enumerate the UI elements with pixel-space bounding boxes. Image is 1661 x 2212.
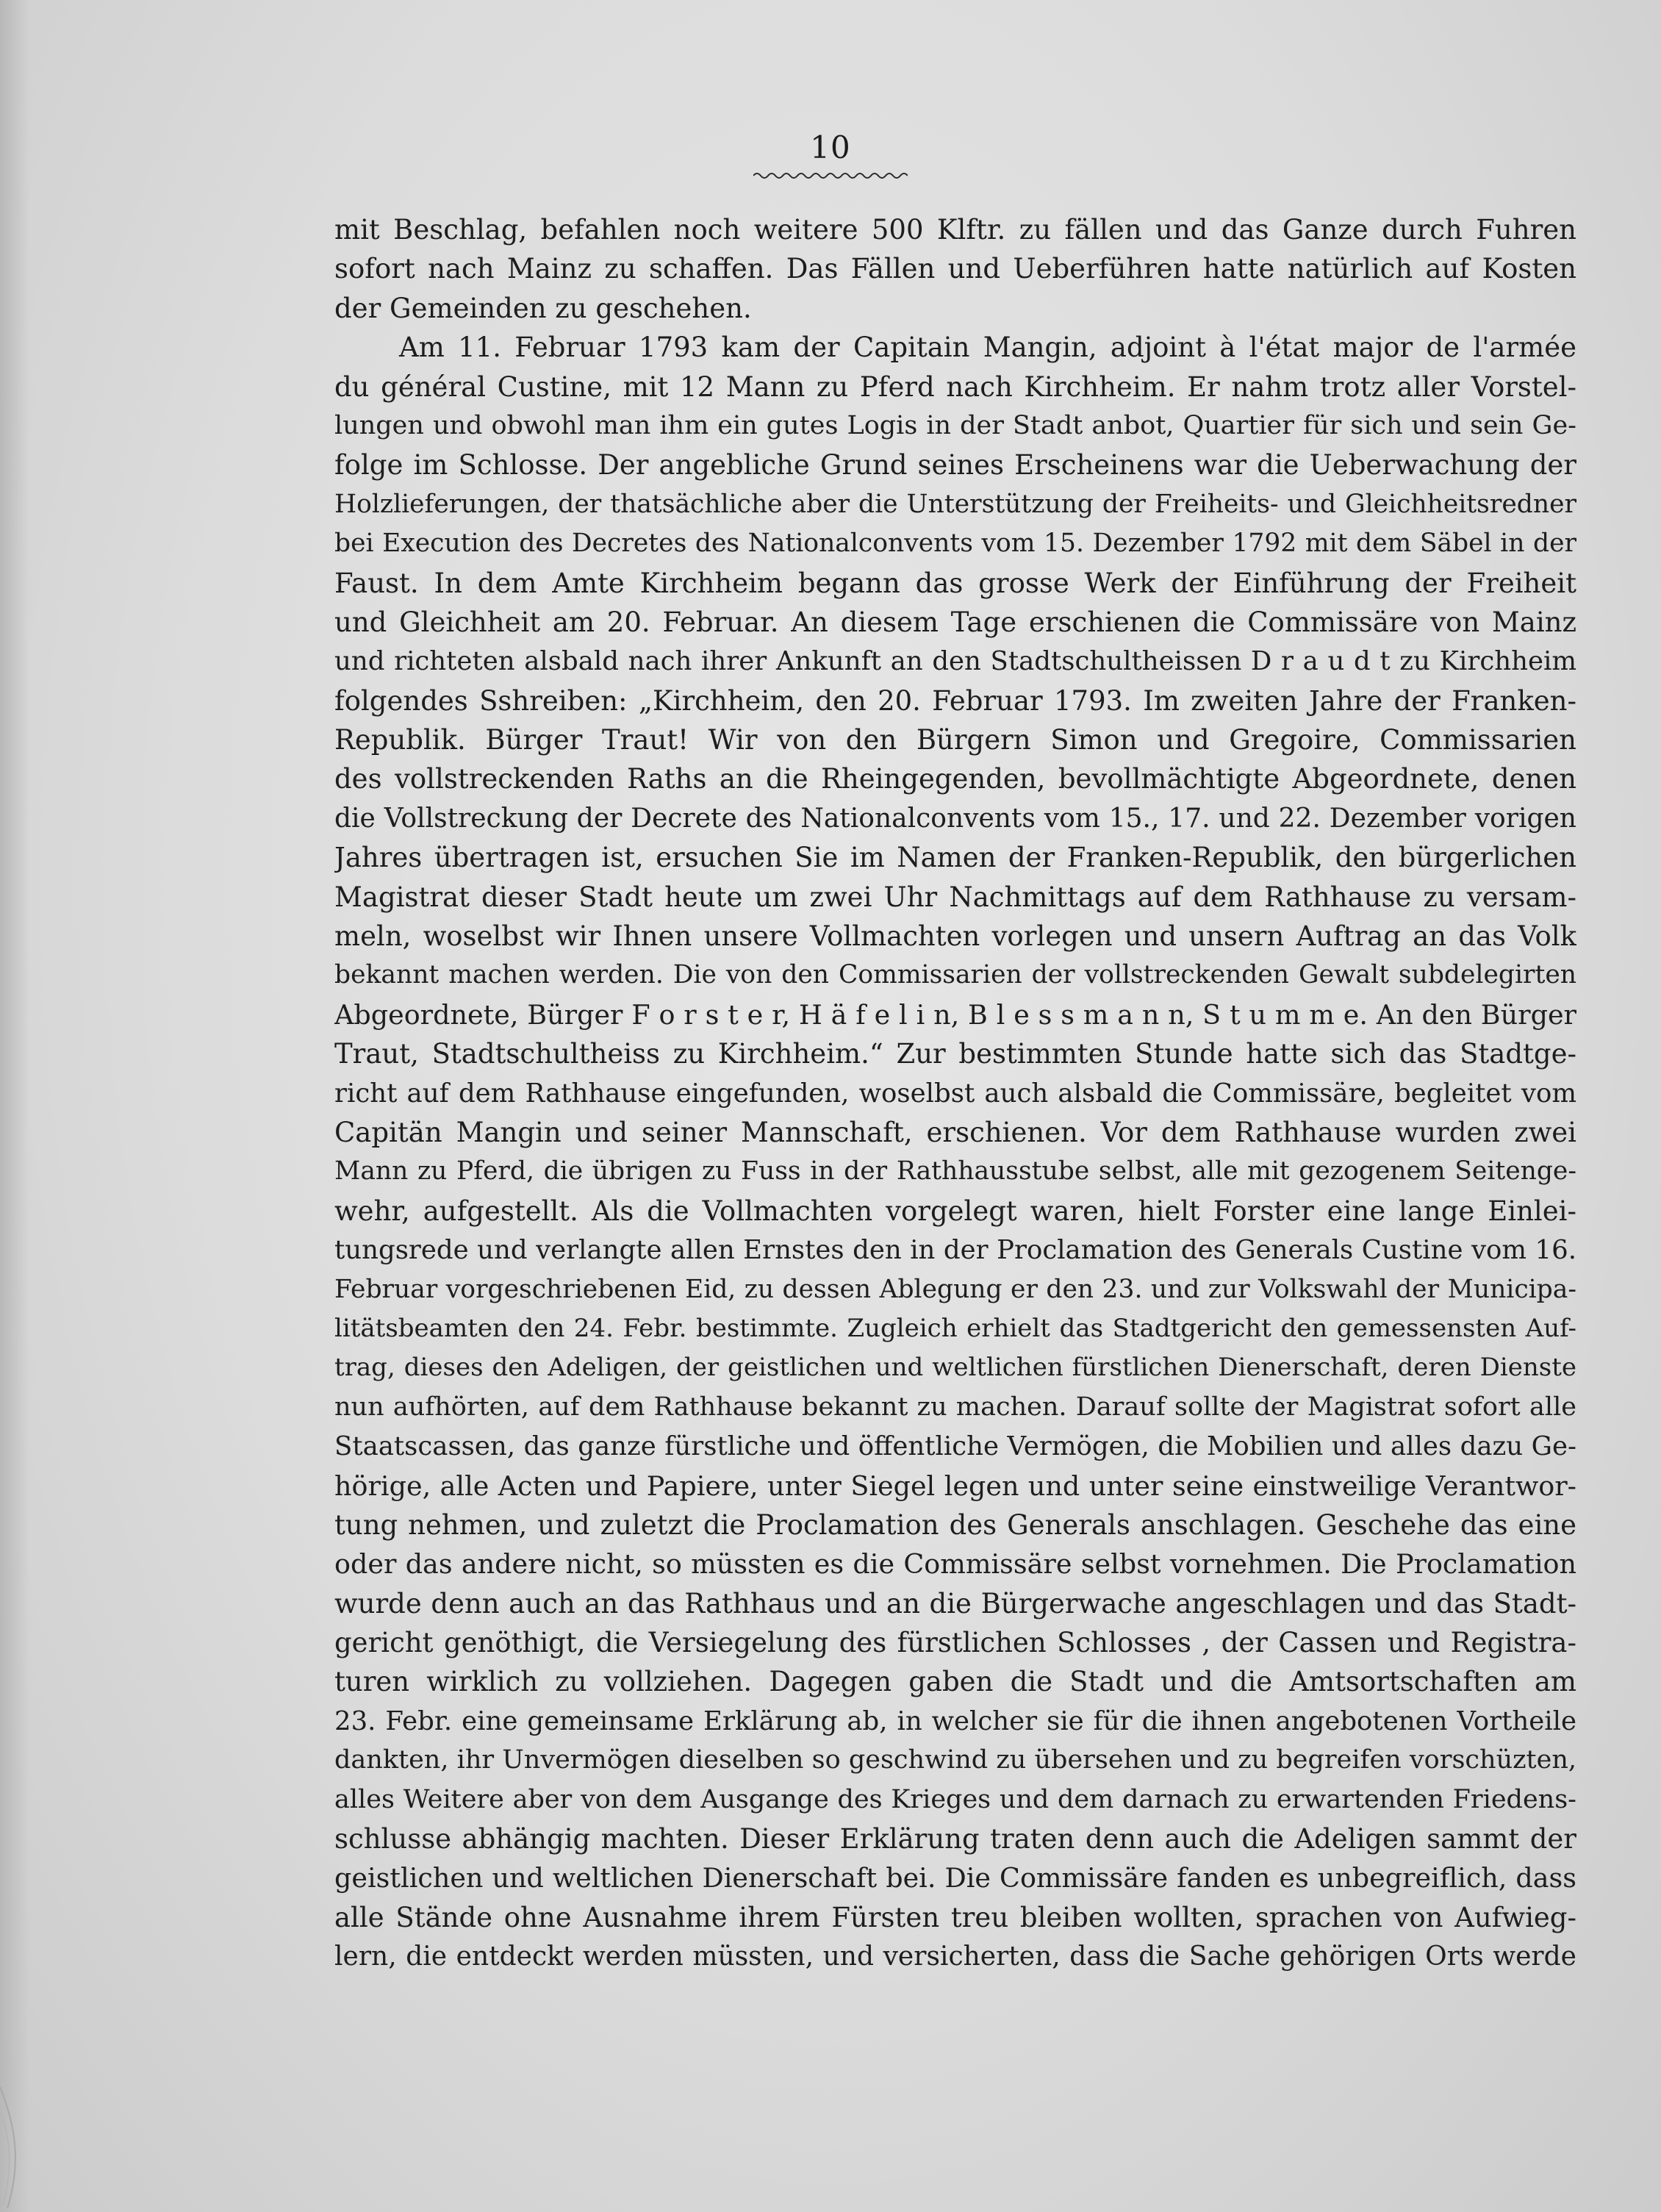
text-line: Traut, Stadtschultheiss zu Kirchheim.“ Zur bestimmten Stunde hatte sich das Stadtge- bbox=[334, 1038, 1576, 1070]
text-line: folge im Schlosse. Der angebliche Grund seines Erscheinens war die Ueberwachung der bbox=[334, 449, 1576, 482]
text-line: Staatscassen, das ganze fürstliche und öffentliche Vermögen, die Mobilien und alles dazu Ge- bbox=[334, 1431, 1576, 1462]
text-line: sofort nach Mainz zu schaffen. Das Fällen und Ueberführen hatte natürlich auf Kosten bbox=[334, 253, 1576, 285]
body-text bbox=[334, 210, 1576, 1977]
text-line: mit Beschlag, befahlen noch weitere 500 Klftr. zu fällen und das Ganze durch Fuhren bbox=[334, 214, 1576, 246]
text-line: 23. Febr. eine gemeinsame Erklärung ab, in welcher sie für die ihnen angebotenen Vortheile bbox=[334, 1705, 1576, 1736]
text-line: Mann zu Pferd, die übrigen zu Fuss in der Rathhausstube selbst, alle mit gezogenem Seitenge- bbox=[334, 1156, 1576, 1186]
text-line: geistlichen und weltlichen Dienerschaft bei. Die Commissäre fanden es unbegreiflich, dass bbox=[334, 1862, 1576, 1894]
text-line: litätsbeamten den 24. Febr. bestimmte. Zugleich erhielt das Stadtgericht den gemessensten Auf- bbox=[334, 1313, 1576, 1343]
binding-shadow bbox=[0, 0, 29, 2212]
text-line: lungen und obwohl man ihm ein gutes Logis in der Stadt anbot, Quartier für sich und sein Ge- bbox=[334, 410, 1576, 440]
text-line: richt auf dem Rathhause eingefunden, woselbst auch alsbald die Commissäre, begleitet vom bbox=[334, 1078, 1576, 1109]
page-number: 10 bbox=[810, 129, 851, 165]
text-line: und Gleichheit am 20. Februar. An diesem Tage erschienen die Commissäre von Mainz bbox=[334, 606, 1576, 638]
wavy-rule-ornament bbox=[753, 171, 908, 181]
text-line: gericht genöthigt, die Versiegelung des fürstlichen Schlosses , der Cassen und Registra- bbox=[334, 1627, 1576, 1659]
text-line: Holzlieferungen, der thatsächliche aber die Unterstützung der Freiheits- und Gleichheitsredner bbox=[334, 489, 1576, 519]
text-line: dankten, ihr Unvermögen dieselben so geschwind zu übersehen und zu begreifen vorschüzten, bbox=[334, 1745, 1576, 1775]
text-line: Jahres übertragen ist, ersuchen Sie im Namen der Franken-Republik, den bürgerlichen bbox=[334, 842, 1576, 874]
page-corner-crease bbox=[0, 2080, 51, 2212]
text-line: des vollstreckenden Raths an die Rheingegenden, bevollmächtigte Abgeordnete, denen bbox=[334, 763, 1576, 795]
text-line: bei Execution des Decretes des Nationalconvents vom 15. Dezember 1792 mit dem Säbel in der bbox=[334, 529, 1576, 559]
text-line: lern, die entdeckt werden müssten, und versicherten, dass die Sache gehörigen Orts werde bbox=[334, 1941, 1576, 1972]
text-line: die Vollstreckung der Decrete des Nationalconvents vom 15., 17. und 22. Dezember vorigen bbox=[334, 803, 1576, 834]
text-line: wehr, aufgestellt. Als die Vollmachten vorgelegt waren, hielt Forster eine lange Einlei- bbox=[334, 1195, 1576, 1227]
text-line: Faust. In dem Amte Kirchheim begann das grosse Werk der Einführung der Freiheit bbox=[334, 567, 1576, 599]
text-line: wurde denn auch an das Rathhaus und an die Bürgerwache angeschlagen und das Stadt- bbox=[334, 1587, 1576, 1619]
text-line: Capitän Mangin und seiner Mannschaft, erschienen. Vor dem Rathhause wurden zwei bbox=[334, 1116, 1576, 1148]
text-line: trag, dieses den Adeligen, der geistlichen und weltlichen fürstlichen Dienerschaft, deren Dienste bbox=[334, 1353, 1576, 1383]
text-line: turen wirklich zu vollziehen. Dagegen gaben die Stadt und die Amtsortschaften am bbox=[334, 1666, 1576, 1698]
text-line: Abgeordnete, Bürger F o r s t e r, H ä f e l i n, B l e s s m a n n, S t u m m e. An den Bürger bbox=[334, 998, 1576, 1031]
text-line: oder das andere nicht, so müssten es die Commissäre selbst vornehmen. Die Proclamation bbox=[334, 1548, 1576, 1581]
text-line: Am 11. Februar 1793 kam der Capitain Mangin, adjoint à l'état major de l'armée bbox=[399, 332, 1576, 364]
text-line: alles Weitere aber von dem Ausgange des Krieges und dem darnach zu erwartenden Friedens- bbox=[334, 1784, 1576, 1814]
text-line: folgendes Sshreiben: „Kirchheim, den 20. Februar 1793. Im zweiten Jahre der Franken- bbox=[334, 684, 1576, 717]
text-line: bekannt machen werden. Die von den Commissarien der vollstreckenden Gewalt subdelegirten bbox=[334, 960, 1576, 990]
text-line: alle Stände ohne Ausnahme ihrem Fürsten treu bleiben wollten, sprachen von Aufwieg- bbox=[334, 1901, 1576, 1933]
text-line: Magistrat dieser Stadt heute um zwei Uhr Nachmittags auf dem Rathhause zu versam- bbox=[334, 881, 1576, 913]
text-line: der Gemeinden zu geschehen. bbox=[334, 292, 752, 324]
text-line: tung nehmen, und zuletzt die Proclamation des Generals anschlagen. Geschehe das eine bbox=[334, 1508, 1576, 1541]
text-line: du général Custine, mit 12 Mann zu Pferd nach Kirchheim. Er nahm trotz aller Vorstel- bbox=[334, 371, 1576, 403]
text-line: Februar vorgeschriebenen Eid, zu dessen Ablegung er den 23. und zur Volkswahl der Municipa- bbox=[334, 1274, 1576, 1304]
text-line: schlusse abhängig machten. Dieser Erklärung traten denn auch die Adeligen sammt der bbox=[334, 1823, 1576, 1855]
text-line: hörige, alle Acten und Papiere, unter Siegel legen und unter seine einstweilige Verantwor- bbox=[334, 1470, 1576, 1502]
text-line: nun aufhörten, auf dem Rathhause bekannt zu machen. Darauf sollte der Magistrat sofort alle bbox=[334, 1392, 1576, 1422]
text-line: und richteten alsbald nach ihrer Ankunft an den Stadtschultheissen D r a u d t zu Kirchheim bbox=[334, 646, 1576, 677]
text-line: tungsrede und verlangte allen Ernstes den in der Proclamation des Generals Custine vom 16. bbox=[334, 1235, 1576, 1266]
text-line: meln, woselbst wir Ihnen unsere Vollmachten vorlegen und unsern Auftrag an das Volk bbox=[334, 920, 1576, 953]
page-header bbox=[0, 129, 1661, 181]
text-line: Republik. Bürger Traut! Wir von den Bürgern Simon und Gregoire, Commissarien bbox=[334, 724, 1576, 756]
